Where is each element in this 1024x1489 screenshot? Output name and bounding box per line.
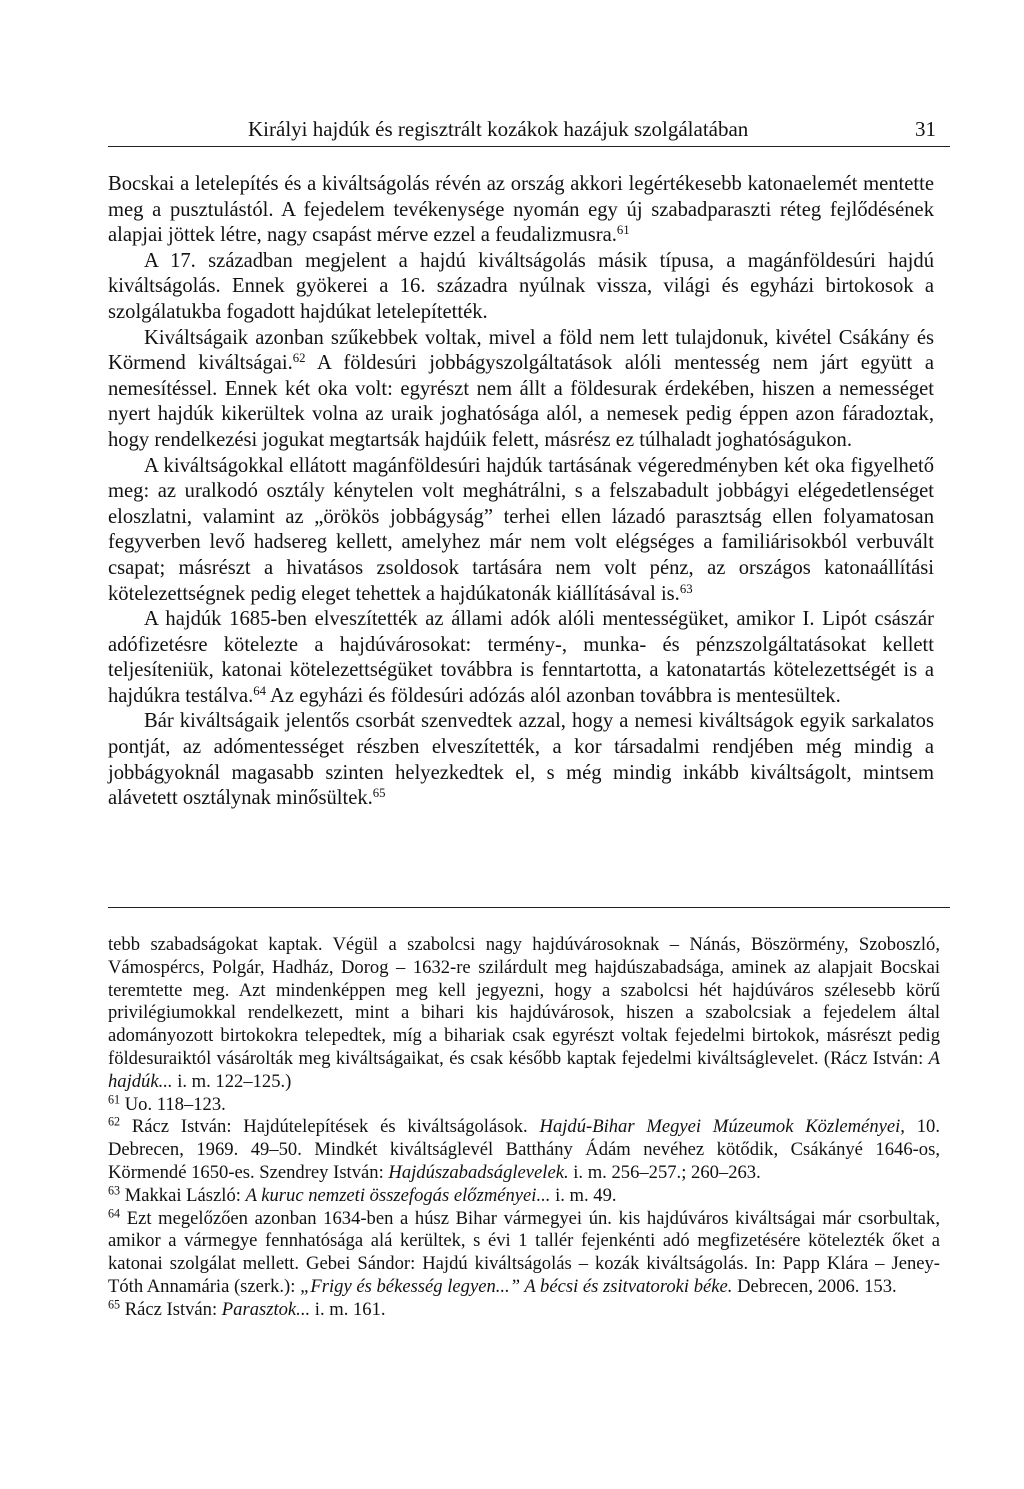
footnote-ref-64: 64 [253, 683, 267, 698]
footnote-ref-63: 63 [679, 581, 693, 596]
footnote-61: $^{61}$ Uo. 118–123. [108, 1091, 226, 1115]
footnotes [108, 934, 940, 1322]
header-rule [108, 146, 950, 147]
main-text [108, 172, 934, 812]
paragraph-5: A hajdúk 1685-ben elveszítették az állami adók alóli mentességüket, amikor I. Lipót császár adófizetésre kötelezte a hajdúvárosokat: termény-, munka- és pénzszolgáltatásokat kellett teljesíteniük, katonai kötelezettségüket továbbra is fenntartotta, a katonatartás kötelezettségét is a hajdúkra testálva.$^{64}$ Az egyházi és földesúri adózás alól azonban továbbra is mentesültek. [108, 608, 934, 707]
footnote-62: $^{62}$ Rácz István: Hajdútelepítések és kiváltságolások. Hajdú-Bihar Megyei Múzeumok Közleményei, 10. Debrecen, 1969. 49–50. Mindkét kiváltságlevél Batthány Ádám nevéhez kötődik, Csákányé 1646-os, Körmendé 1650-es. Szendrey István: Hajdúszabadságlevelek. i. m. 256–257.; 260–263. [108, 1114, 940, 1183]
paragraph-6: Bár kiváltságaik jelentős csorbát szenvedtek azzal, hogy a nemesi kiváltságok egyik sarkalatos pontját, az adómentességet részben elveszítették, a kor társadalmi rendjében még mindig a jobbágyoknál magasabb szinten helyezkedtek el, s még mindig inkább kiváltságolt, mintsem alávetett osztálynak minősültek.$^{65}$ [108, 710, 934, 810]
footnote-64: $^{64}$ Ezt megelőzően azonban 1634-ben a húsz Bihar vármegyei ún. kis hajdúváros kiváltságai már csorbultak, amikor a vármegye fennhatósága alá kerültek, s évi 1 tallér fejenkénti adó megfizetésére kötelezték őket a katonai szolgálat mellett. Gebei Sándor: Hajdú kiváltságolás – kozák kiváltságolás. In: Papp Klára – Jeney-Tóth Annamária (szerk.): „Frigy és békesség legyen...” A bécsi és zsitvatoroki béke. Debrecen, 2006. 153. [108, 1205, 940, 1297]
footnote-rule [108, 907, 950, 908]
running-header [108, 116, 950, 146]
footnote-ref-61: 61 [616, 223, 630, 238]
footnote-ref-65: 65 [372, 786, 386, 801]
paragraph-2: A 17. században megjelent a hajdú kiváltságolás másik típusa, a magánföldesúri hajdú kiváltságolás. Ennek gyökerei a 16. századra nyúlnak vissza, világi és egyházi birtokosok a szolgálatukba fogadott hajdúkat letelepítették. [108, 249, 934, 323]
footnote-continuation: tebb szabadságokat kaptak. Végül a szabolcsi nagy hajdúvárosoknak – Nánás, Böszörmény, Szoboszló, Vámospércs, Polgár, Hadház, Dorog – 1632-re szilárdult meg hajdúszabadsága, aminek az alapjait Bocskai teremtette meg. Azt mindenképpen meg kell jegyezni, hogy a szabolcsi hét hajdúváros szélesebb körű privilégiumokkal rendelkezett, mint a bihari kis hajdúvárosok, hiszen a szabolcsiak a fejedelem által adományozott birtokokra telepedtek, míg a bihariak csak egyrészt voltak fejedelmi birtokok, másrészt pedig földesuraiktól vásárolták meg kiváltságaikat, és csak később kaptak fejedelmi kiváltságlevelet. (Rácz István: A hajdúk... i. m. 122–125.) [108, 934, 940, 1092]
footnote-ref-62: 62 [292, 351, 306, 366]
paragraph-3: Kiváltságaik azonban szűkebbek voltak, mivel a föld nem lett tulajdonuk, kivétel Csákány és Körmend kiváltságai.$^{62}$ A földesúri jobbágyszolgáltatások alóli mentesség nem járt együtt a nemesítéssel. Ennek két oka volt: egyrészt nem állt a földesurak érdekében, hiszen a nemességet nyert hajdúk kikerültek volna az uraik joghatósága alól, a nemesek pedig éppen azon fáradoztak, hogy rendelkezési jogukat megtartsák hajdúik felett, másrész ez túlhaladt joghatóságukon. [108, 326, 934, 451]
footnote-63: $^{63}$ Makkai László: A kuruc nemzeti összefogás előzményei... i. m. 49. [108, 1183, 617, 1206]
running-title: Királyi hajdúk és regisztrált kozákok hazájuk szolgálatában [248, 117, 749, 141]
paragraph-1: Bocskai a letelepítés és a kiváltságolás révén az ország akkori legértékesebb katonaelemét mentette meg a pusztulástól. A fejedelem tevékenysége nyomán egy új szabadparaszti réteg fejlődésének alapjai jöttek létre, nagy csapást mérve ezzel a feudalizmusra.$^{61}$ [108, 173, 934, 247]
footnote-65: $^{65}$ Rácz István: Parasztok... i. m. 161. [108, 1297, 386, 1320]
page-number: 31 [915, 117, 936, 141]
paragraph-4: A kiváltságokkal ellátott magánföldesúri hajdúk tartásának végeredményben két oka figyelhető meg: az uralkodó osztály kénytelen volt meghátrálni, s a felszabadult jobbágyi elégedetlenséget eloszlatni, valamint az „örökös jobbágyság” terhei ellen lázadó parasztság ellen folyamatosan fegyverben levő hadsereg kellett, amelyhez már nem volt elégséges a familiárisokból verbuvált csapat; másrészt a hivatásos zsoldosok tartására nem volt pénz, az országos katonaállítási kötelezettségnek pedig eleget tehettek a hajdúkatonák kiállításával is.$^{63}$ [108, 454, 934, 605]
